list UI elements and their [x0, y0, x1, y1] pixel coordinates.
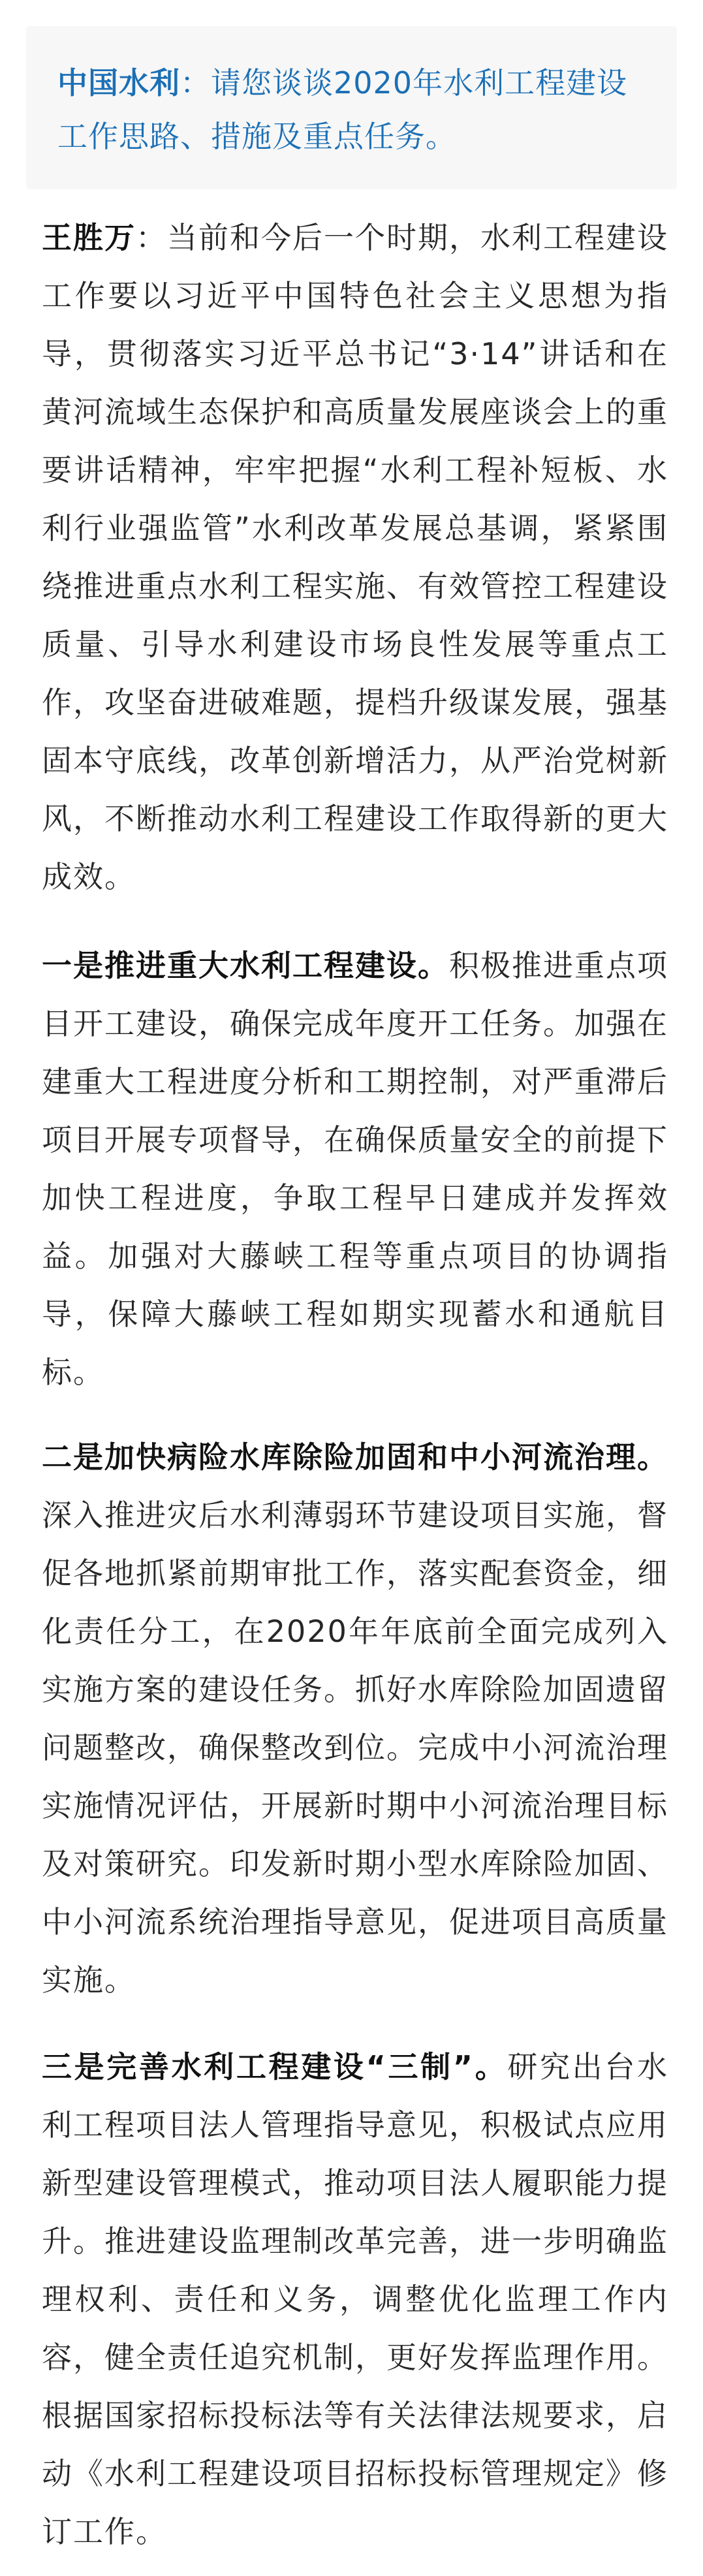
answer-speaker: 王胜万: [42, 220, 136, 255]
section-body-2: 深入推进灾后水利薄弱环节建设项目实施，督促各地抓紧前期审批工作，落实配套资金，细化责任分工，在2020年年底前全面完成列入实施方案的建设任务。抓好水库除险加固遗留问题整改，确保整改到位。完成中小河流治理实施情况评估，开展新时期中小河流治理目标及对策研究。印发新时期小型水库除险加固、中小河流系统治理指导意见，促进项目高质量实施。: [42, 1498, 668, 1998]
section-heading-2: 二是加快病险水库除险加固和中小河流治理。: [42, 1439, 668, 1475]
question-separator: ：: [180, 65, 211, 101]
section-paragraph-2: [42, 1428, 668, 2009]
question-box: [26, 26, 677, 189]
section-paragraph-1: [42, 937, 668, 1402]
section-heading-1: 一是推进重大水利工程建设。: [42, 948, 449, 983]
answer-intro-paragraph: [42, 209, 668, 906]
section-heading-3: 三是完善水利工程建设“三制”。: [42, 2049, 508, 2084]
answer-intro-text: 当前和今后一个时期，水利工程建设工作要以习近平中国特色社会主义思想为指导，贯彻落实习近平总书记“3·14”讲话和在黄河流域生态保护和高质量发展座谈会上的重要讲话精神，牢牢把握“水利工程补短板、水利行业强监管”水利改革发展总基调，紧紧围绕推进重点水利工程实施、有效管控工程建设质量、引导水利建设市场良性发展等重点工作，攻坚奋进破难题，提档升级谋发展，强基固本守底线，改革创新增活力，从严治党树新风，不断推动水利工程建设工作取得新的更大成效。: [42, 220, 668, 894]
section-body-3: 研究出台水利工程项目法人管理指导意见，积极试点应用新型建设管理模式，推动项目法人履职能力提升。推进建设监理制改革完善，进一步明确监理权利、责任和义务，调整优化监理工作内容，健全责任追究机制，更好发挥监理作用。根据国家招标投标法等有关法律法规要求，启动《水利工程建设项目招标投标管理规定》修订工作。: [42, 2049, 668, 2549]
answer-separator: ：: [136, 220, 167, 255]
section-paragraph-3: [42, 2038, 668, 2561]
section-body-1: 积极推进重点项目开工建设，确保完成年度开工任务。加强在建重大工程进度分析和工期控制，对严重滞后项目开展专项督导，在确保质量安全的前提下加快工程进度，争取工程早日建成并发挥效益。加强对大藤峡工程等重点项目的协调指导，保障大藤峡工程如期实现蓄水和通航目标。: [42, 948, 668, 1390]
question-text: 请您谈谈2020年水利工程建设工作思路、措施及重点任务。: [57, 65, 628, 154]
question-label: 中国水利: [57, 65, 180, 101]
